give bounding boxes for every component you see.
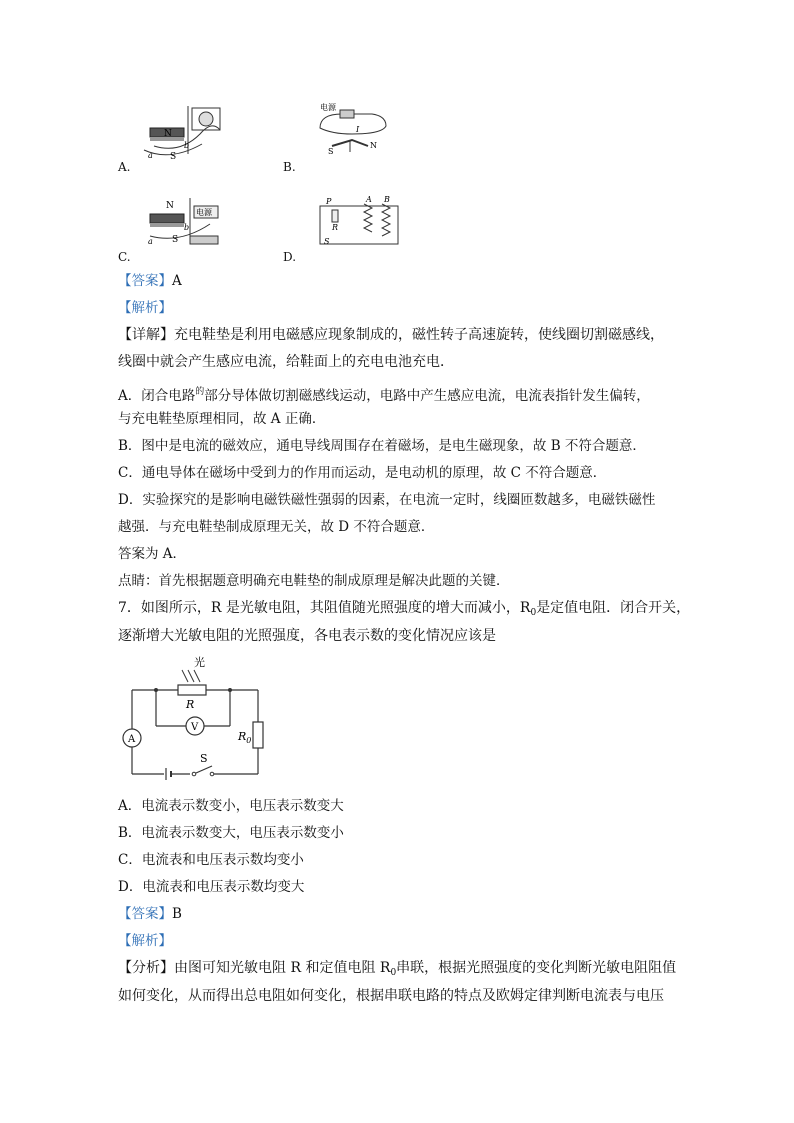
q6-detail-line2: 线圈中就会产生感应电流，给鞋面上的充电电池充电． bbox=[118, 354, 454, 370]
fig-a-n: N bbox=[164, 129, 172, 139]
fig-b-power: 电源 bbox=[320, 103, 336, 112]
fig-c-s: S bbox=[172, 235, 179, 245]
q7-option-c: C．电流表和电压表示数均变小 bbox=[118, 852, 304, 868]
q6-analysis-heading: 【解析】 bbox=[118, 300, 172, 316]
option-a-label: A. bbox=[118, 160, 131, 174]
q7-circuit-diagram bbox=[130, 652, 280, 780]
q6-option-d-explain-1: D．实验探究的是影响电磁铁磁性强弱的因素，在电流一定时，线圈匝数越多，电磁铁磁性 bbox=[118, 492, 656, 508]
q6-option-a-explain-2: 与充电鞋垫原理相同，故 A 正确． bbox=[118, 411, 326, 427]
q7-answer: 【答案】B bbox=[118, 906, 182, 922]
circuit-r-label: R bbox=[186, 698, 195, 711]
q7-fenxi-line1: 【分析】由图可知光敏电阻 R 和定值电阻 $R_0$串联，根据光照强度的变化判断光敏电阻阻值 bbox=[118, 960, 677, 978]
option-d-figure bbox=[312, 194, 402, 252]
q6-option-c-explain: C．通电导体在磁场中受到力的作用而运动，是电动机的原理，故 C 不符合题意． bbox=[118, 465, 607, 481]
fig-d-a: A bbox=[366, 195, 372, 204]
fig-d-s: S bbox=[324, 237, 330, 246]
fig-b-s: S bbox=[328, 147, 334, 156]
option-d-label: D. bbox=[283, 250, 297, 264]
fig-a-b: b bbox=[184, 141, 190, 150]
fig-b-i: I bbox=[356, 125, 360, 134]
fig-d-p: P bbox=[326, 197, 332, 206]
option-a-figure bbox=[140, 104, 230, 162]
r0-label: $R_0$ bbox=[238, 730, 252, 745]
q6-final-answer: 答案为 A． bbox=[118, 546, 187, 562]
voltmeter-label: V bbox=[191, 722, 199, 733]
q6-option-a-explain-1: A．闭合电路$^的$部分导体做切割磁感线运动，电路中产生感应电流，电流表指针发生偏转， bbox=[118, 387, 650, 404]
q7-analysis-heading: 【解析】 bbox=[118, 933, 172, 949]
q6-answer: 【答案】A bbox=[118, 273, 182, 289]
option-c-label: C. bbox=[118, 250, 131, 264]
option-b-figure bbox=[312, 100, 392, 158]
q7-stem-line1: 7．如图所示，R 是光敏电阻，其阻值随光照强度的增大而减小，$R_0$是定值电阻．闭合开关， bbox=[118, 600, 691, 618]
fig-d-b: B bbox=[384, 195, 390, 204]
switch-label: S bbox=[200, 752, 208, 765]
circuit-light-label: 光 bbox=[194, 656, 205, 669]
q7-option-b: B．电流表示数变大，电压表示数变小 bbox=[118, 825, 344, 841]
fig-d-r: R bbox=[332, 223, 339, 232]
fig-c-power: 电源 bbox=[196, 208, 212, 217]
q6-option-d-explain-2: 越强．与充电鞋垫制成原理无关，故 D 不符合题意． bbox=[118, 519, 435, 535]
fig-c-n: N bbox=[166, 201, 174, 211]
option-c-figure bbox=[140, 196, 230, 252]
q7-option-d: D．电流表和电压表示数均变大 bbox=[118, 879, 305, 895]
fig-b-n: N bbox=[370, 141, 377, 150]
q7-stem-line2: 逐渐增大光敏电阻的光照强度，各电表示数的变化情况应该是 bbox=[118, 628, 496, 644]
q7-fenxi-line2: 如何变化，从而得出总电阻如何变化，根据串联电路的特点及欧姆定律判断电流表与电压 bbox=[118, 988, 664, 1004]
fig-a-s: S bbox=[170, 152, 177, 162]
fig-c-a: a bbox=[148, 237, 153, 246]
ammeter-label: A bbox=[128, 734, 136, 745]
q6-comment: 点睛：首先根据题意明确充电鞋垫的制成原理是解决此题的关键． bbox=[118, 573, 510, 589]
q6-detail-line1: 【详解】充电鞋垫是利用电磁感应现象制成的，磁性转子高速旋转，使线圈切割磁感线， bbox=[118, 327, 664, 343]
fig-a-a: a bbox=[148, 151, 153, 160]
fig-c-b: b bbox=[184, 223, 190, 232]
q6-option-b-explain: B．图中是电流的磁效应，通电导线周围存在着磁场，是电生磁现象，故 B 不符合题意． bbox=[118, 438, 646, 454]
option-b-label: B. bbox=[283, 160, 296, 174]
q7-option-a: A．电流表示数变小，电压表示数变大 bbox=[118, 798, 344, 814]
